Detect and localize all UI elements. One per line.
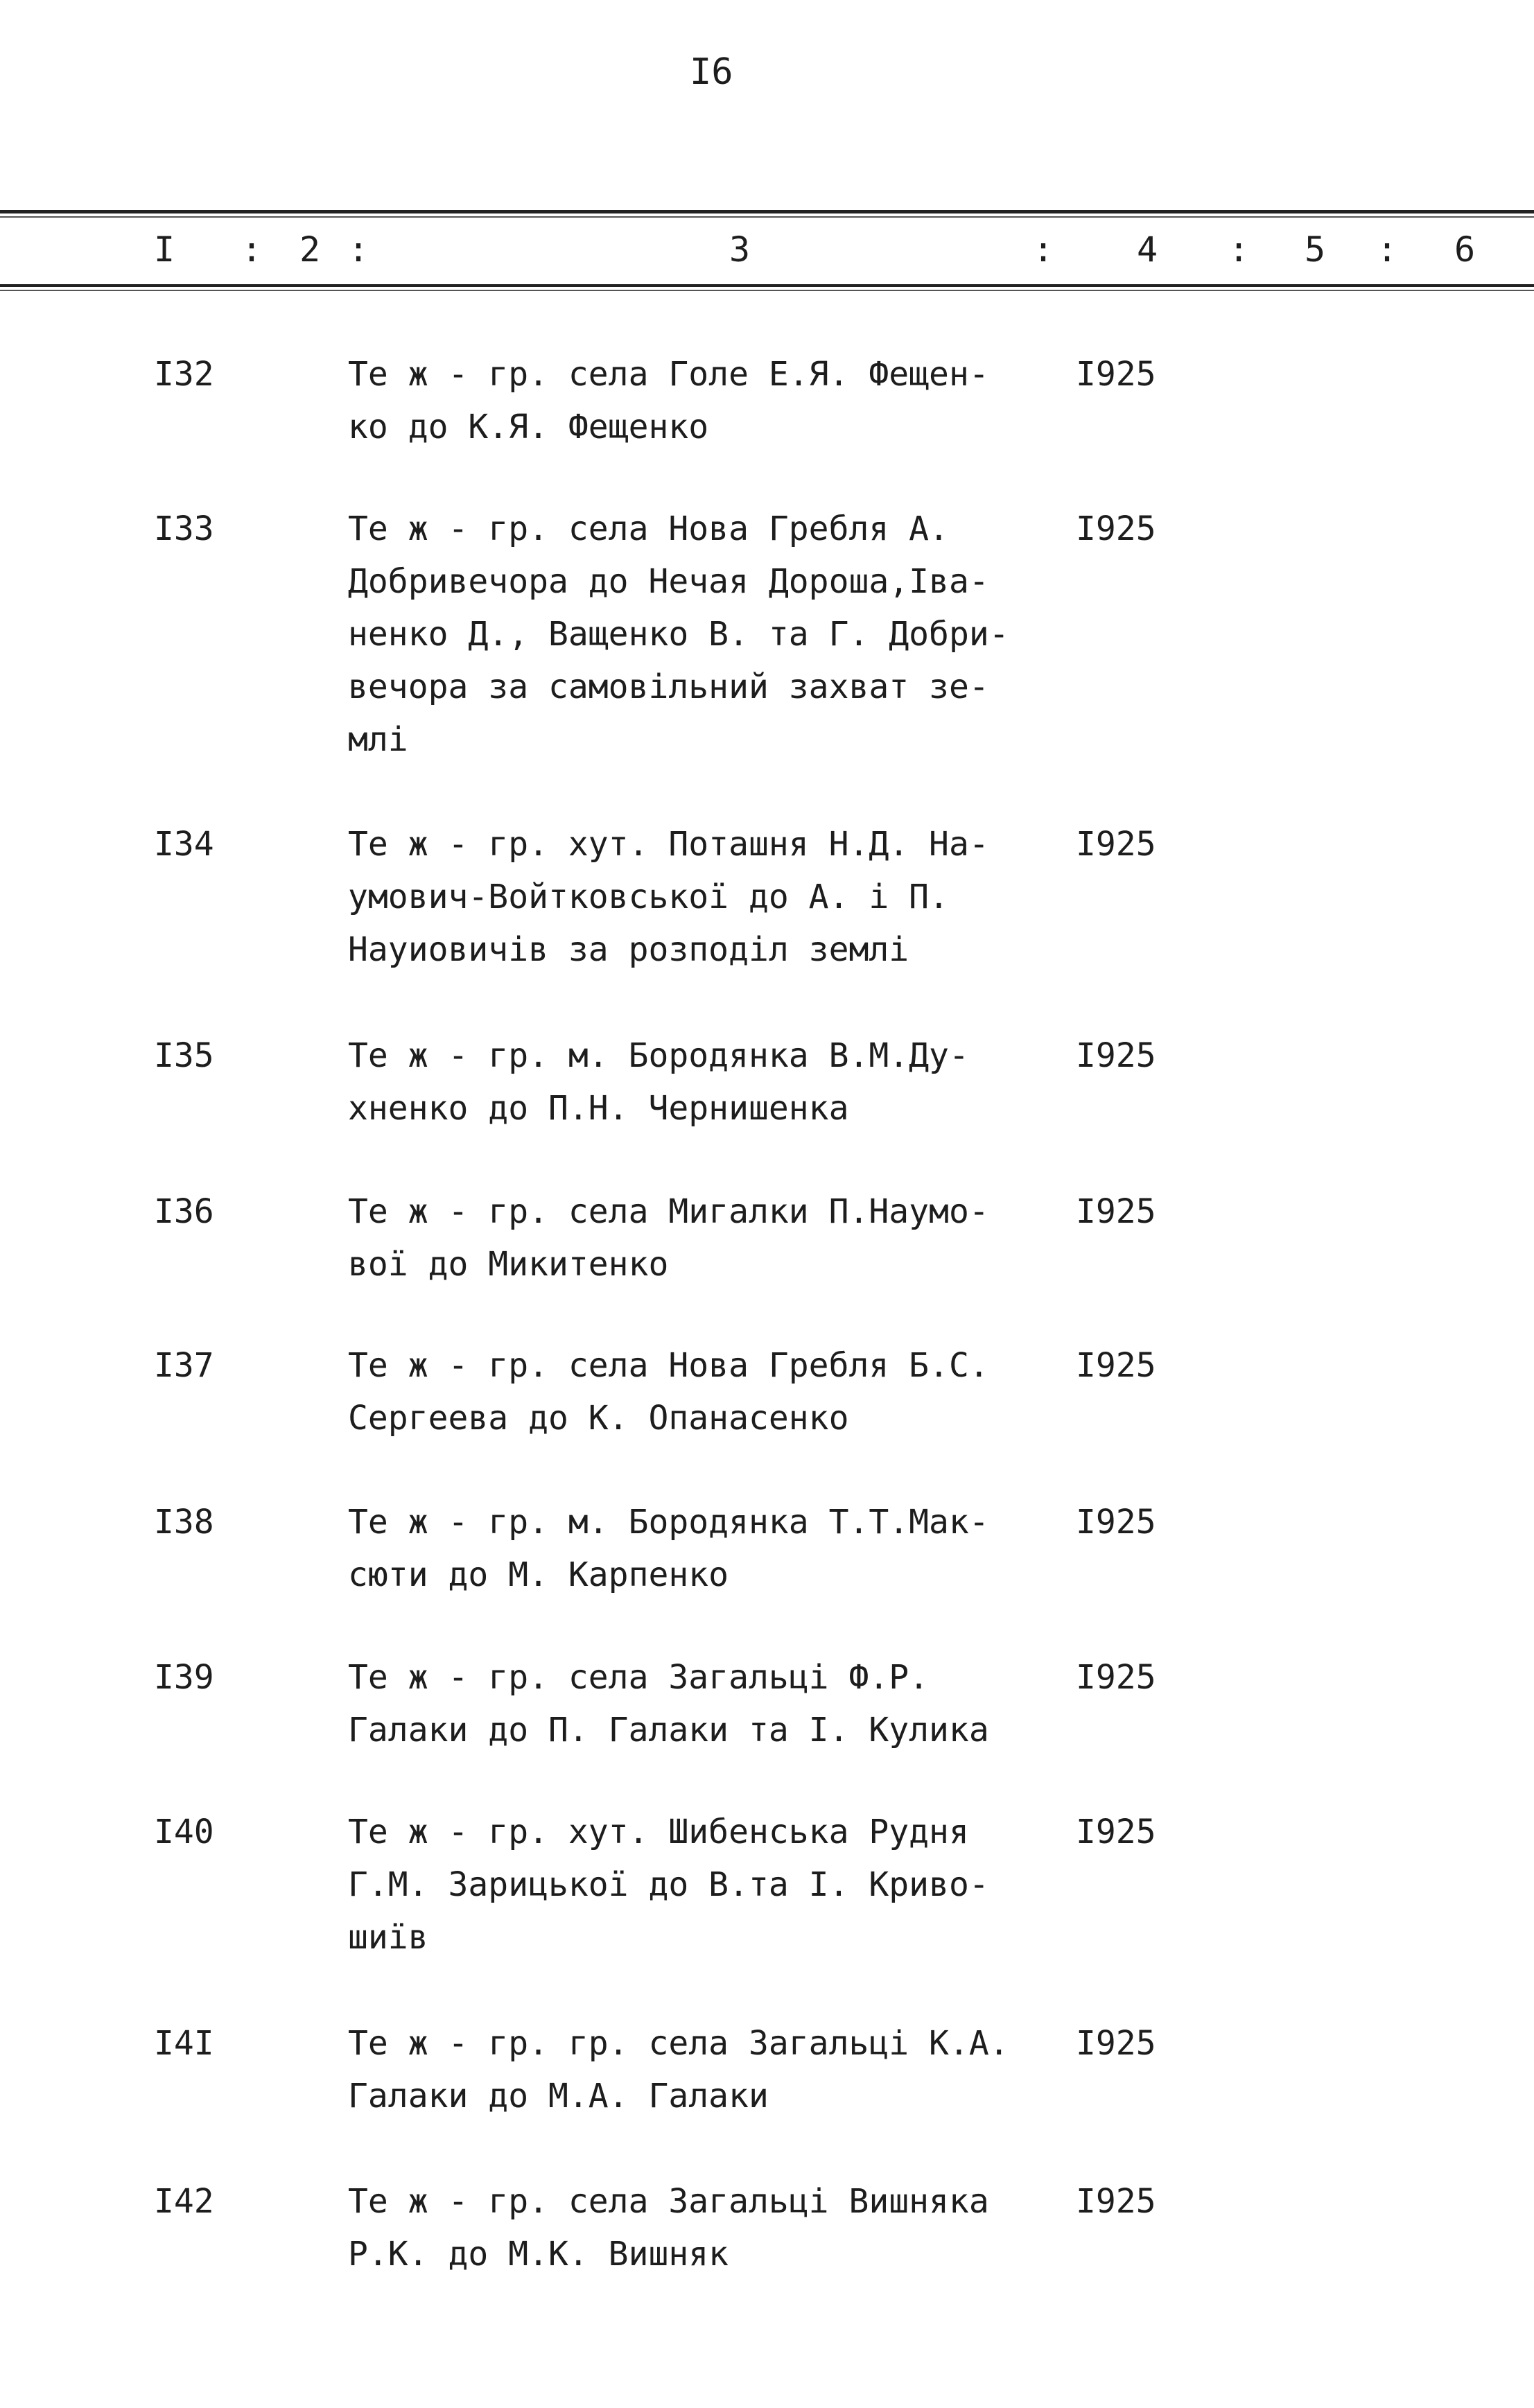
entry-year: I925 [1076, 825, 1156, 864]
description-line: Те ж - гр. села Нова Гребля А. [348, 509, 949, 548]
entry-description [348, 1496, 1062, 1601]
description-line: ко до К.Я. Фещенко [348, 408, 709, 446]
description-line: Те ж - гр. села Загальці Вишняка [348, 2182, 989, 2221]
entry-year: I925 [1076, 1192, 1156, 1231]
description-line: Те ж - гр. хут. Поташня Н.Д. На- [348, 825, 989, 864]
entry-number: I32 [154, 355, 214, 394]
column-separator-3: : [1033, 229, 1054, 270]
entry-number: I36 [154, 1192, 214, 1231]
description-line: ненко Д., Ващенко В. та Г. Добри- [348, 615, 1009, 654]
description-line: Р.К. до М.К. Вишняк [348, 2235, 729, 2274]
entry-number: I39 [154, 1658, 214, 1697]
column-header-1: I [154, 229, 175, 270]
entry-number: I40 [154, 1813, 214, 1851]
description-line: Те ж - гр. села Мигалки П.Наумо- [348, 1192, 989, 1231]
column-separator-4: : [1228, 229, 1250, 270]
entry-year: I925 [1076, 509, 1156, 548]
entry-number: I34 [154, 825, 214, 864]
description-line: Те ж - гр. села Голе Е.Я. Фещен- [348, 355, 989, 394]
header-bottom-rule-thin [0, 290, 1534, 291]
entry-year: I925 [1076, 355, 1156, 394]
entry-description [348, 818, 1062, 976]
entry-number: I38 [154, 1503, 214, 1542]
entry-year: I925 [1076, 2182, 1156, 2221]
column-header-2: 2 [299, 229, 321, 270]
entry-number: I42 [154, 2182, 214, 2221]
description-line: сюти до М. Карпенко [348, 1555, 729, 1594]
description-line: млі [348, 720, 408, 759]
column-separator-1: : [241, 229, 263, 270]
entry-description [348, 1651, 1062, 1756]
description-line: Сергеева до К. Опанасенко [348, 1399, 849, 1438]
entry-year: I925 [1076, 1813, 1156, 1851]
entry-number: I37 [154, 1346, 214, 1385]
entry-description [348, 1806, 1062, 1964]
description-line: Те ж - гр. м. Бородянка Т.Т.Мак- [348, 1503, 989, 1542]
column-separator-5: : [1377, 229, 1398, 270]
page-number: I6 [690, 51, 733, 93]
description-line: Те ж - гр. села Нова Гребля Б.С. [348, 1346, 989, 1385]
description-line: Г.М. Зарицької до В.та І. Криво- [348, 1865, 989, 1904]
description-line: шиїв [348, 1918, 428, 1957]
entry-description [348, 1339, 1062, 1445]
description-line: хненко до П.Н. Чернишенка [348, 1089, 849, 1128]
description-line: Галаки до П. Галаки та І. Кулика [348, 1711, 989, 1750]
entry-year: I925 [1076, 1503, 1156, 1542]
entry-description [348, 348, 1062, 453]
entry-year: I925 [1076, 1036, 1156, 1075]
description-line: умович-Войтковської до А. і П. [348, 878, 949, 916]
description-line: Те ж - гр. м. Бородянка В.М.Ду- [348, 1036, 969, 1075]
description-line: Те ж - гр. гр. села Загальці К.А. [348, 2024, 1009, 2063]
entry-description [348, 1029, 1062, 1135]
header-top-rule-thin [0, 216, 1534, 218]
entry-number: I35 [154, 1036, 214, 1075]
entry-year: I925 [1076, 1346, 1156, 1385]
description-line: Добривечора до Нечая Дороша,Іва- [348, 562, 989, 601]
entry-description [348, 503, 1062, 766]
column-header-5: 5 [1305, 229, 1326, 270]
entry-description [348, 2175, 1062, 2280]
column-header-row [0, 229, 1534, 270]
entry-description [348, 2017, 1062, 2122]
description-line: Галаки до М.А. Галаки [348, 2077, 769, 2115]
entry-number: I33 [154, 509, 214, 548]
column-header-4: 4 [1137, 229, 1158, 270]
entry-year: I925 [1076, 2024, 1156, 2063]
entry-description [348, 1185, 1062, 1291]
column-separator-2: : [348, 229, 369, 270]
entry-number: I4I [154, 2024, 214, 2063]
description-line: вечора за самовільний захват зе- [348, 668, 989, 706]
description-line: Те ж - гр. села Загальці Ф.Р. [348, 1658, 930, 1697]
column-header-6: 6 [1454, 229, 1476, 270]
header-top-rule [0, 210, 1534, 213]
header-bottom-rule [0, 284, 1534, 287]
description-line: вої до Микитенко [348, 1245, 669, 1284]
column-header-3: 3 [729, 229, 751, 270]
entry-year: I925 [1076, 1658, 1156, 1697]
description-line: Те ж - гр. хут. Шибенська Рудня [348, 1813, 969, 1851]
description-line: Науиовичів за розподіл землі [348, 930, 909, 969]
